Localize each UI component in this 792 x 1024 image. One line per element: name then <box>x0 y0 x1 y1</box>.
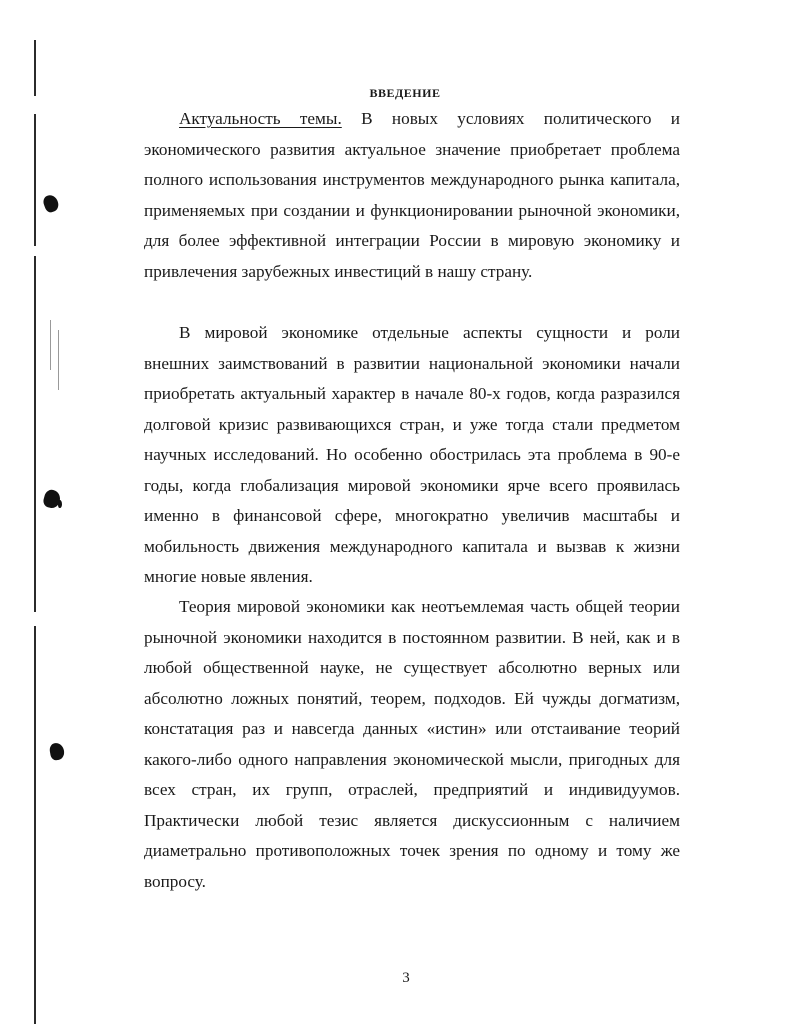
binding-line-gap <box>34 612 36 626</box>
paragraph-theory <box>144 592 680 897</box>
paragraph-world-economy <box>144 318 680 593</box>
binding-line-gap <box>34 246 36 256</box>
relevance-text: В новых условиях политического и экономического развития актуальное значение приобретает проблема полного использования инструментов международного рынка капитала, применяемых при создании и функционировании рыночной экономики, для более эффективной интеграции России в мировую экономику и привлечения зарубежных инвестиций в нашу страну. <box>144 109 680 281</box>
binding-line <box>34 40 36 1024</box>
punch-hole-mark <box>49 742 66 761</box>
paragraph-relevance <box>144 104 680 287</box>
scan-speck <box>58 330 59 390</box>
paragraph-3-text: Теория мировой экономики как неотъемлемая часть общей теории рыночной экономики находится в постоянном развитии. В ней, как и в любой общественной науке, не существует абсолютно верных или абсолютно ложных понятий, теорем, подходов. Ей чужды догматизм, констатация раз и навсегда данных «истин» или отстаивание теорий какого-либо одного направления экономической мысли, пригодных для всех стран, их групп, отраслей, предприятий и индивидуумов. Практически любой тезис является дискуссионным с наличием диаметрально противоположных точек зрения по одному и тому же вопросу. <box>144 597 680 891</box>
relevance-lead: Актуальность темы. <box>179 109 342 128</box>
punch-hole-mark <box>42 193 61 214</box>
page-heading: ВВЕДЕНИЕ <box>369 86 441 100</box>
paragraph-2-text: В мировой экономике отдельные аспекты сущности и роли внешних заимствований в развитии национальной экономики начали приобретать актуальный характер в начале 80-х годов, когда разразился долговой кризис развивающихся стран, и уже тогда стали предметом научных исследований. Но особенно обострилась эта проблема в 90-е годы, когда глобализация мировой экономики ярче всего проявилась именно в финансовой сфере, многократно увеличив масштабы и мобильность движения международного капитала и вызвав к жизни многие новые явления. <box>144 323 680 586</box>
punch-hole-mark <box>58 500 62 508</box>
page-number: 3 <box>402 970 410 986</box>
scan-speck <box>50 320 51 370</box>
